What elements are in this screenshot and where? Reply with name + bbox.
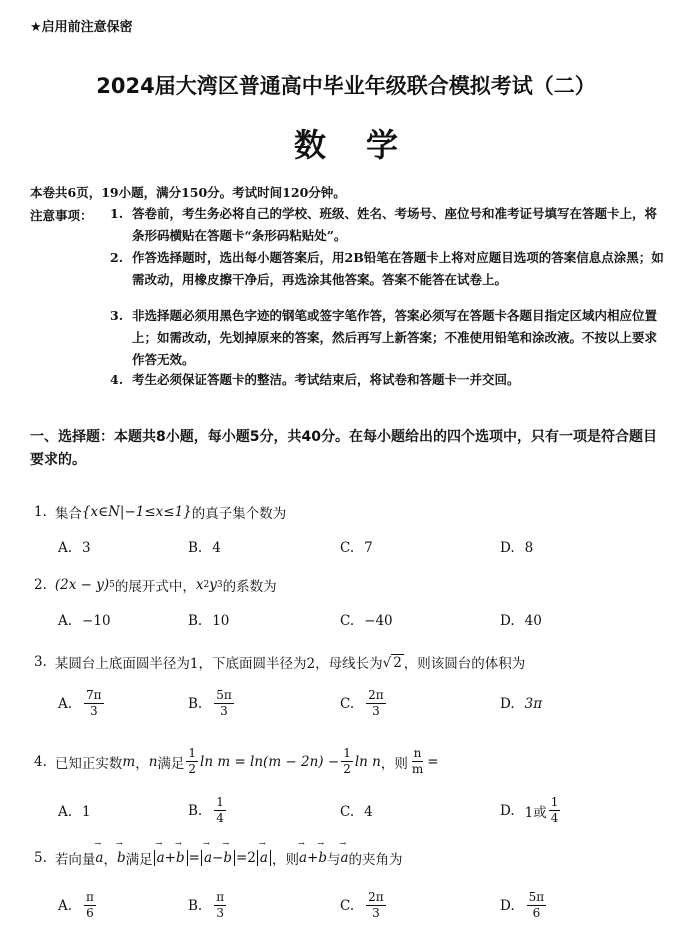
vector-a: → a [95,850,103,866]
notes-label: 注意事项： [30,208,93,223]
exam-title: 2024届大湾区普通高中毕业年级联合模拟考试（二） [96,74,596,98]
numerator: π [216,890,225,904]
option-value: −40 [364,613,393,629]
q5-option-b [188,890,228,921]
fraction [366,688,386,719]
magnitude-difference [201,850,235,866]
separator: ， [135,755,149,772]
option-label: C. [340,897,355,914]
note-text: 考生必须保证答题卡的整洁。考试结束后，将试卷和答题卡一并交回。 [132,372,520,387]
question-5 [34,848,664,868]
set-expression: {x∈N|−1≤x≤1} [81,504,192,520]
question-text: 若向量 [54,852,96,868]
fraction [527,890,547,921]
question-number: 3. [34,654,47,670]
denominator: 4 [550,811,559,825]
term-variable: y [209,577,217,593]
numerator: 1 [188,746,197,760]
numerator: 5π [216,688,232,702]
plus-sign: + [307,850,319,866]
question-number: 4. [34,753,47,770]
question-text: 的真子集个数为 [191,506,287,522]
option-label: A. [58,613,73,629]
option-value: 4 [364,804,373,820]
denominator: 3 [89,704,98,718]
note-text: 非选择题必须用黑色字迹的钢笔或签字笔作答，答案必须写在答题卡各题目指定区域内相应位置上；如需改动，先划掉原来的答案，然后再写上新答案；不准使用铅笔和涂改液。不按以上要求作答无效。 [132,308,658,367]
subject-title: 数学 [293,126,438,164]
numerator: 5π [528,890,545,904]
option-label: B. [188,802,203,819]
question-text: ，则该圆台的体积为 [403,656,526,672]
option-label: A. [58,695,73,712]
option-label: B. [188,695,203,712]
denominator: 4 [216,811,224,825]
option-label: C. [340,804,355,820]
q4-option-a [58,804,91,820]
magnitude-sum [154,850,188,866]
plus-sign: + [164,850,176,866]
fraction [214,688,234,719]
q2-option-d [500,613,542,629]
binomial-expression: (2x − y) [54,577,110,593]
note-text: 答卷前，考生务必将自己的学校、班级、姓名、考场号、座位号和准考证号填写在答题卡上，将条形码横贴在答题卡“条形码粘贴处”。 [132,206,658,243]
option-value: 1或 [524,804,547,821]
option-label: A. [58,540,73,556]
q1-option-a [58,540,91,556]
note-item-1 [110,203,666,247]
option-value: 8 [524,540,534,556]
option-label: B. [188,540,203,556]
denominator: 6 [532,906,541,920]
vector-b: → b [223,850,232,866]
question-text: 的夹角为 [348,852,403,868]
question-number: 1. [34,504,47,520]
q3-option-a [58,688,106,719]
option-label: C. [340,695,355,712]
option-value: 3π [524,696,543,712]
q2-option-c [340,613,393,629]
option-label: D. [500,540,515,556]
vector-a: → a [340,850,348,866]
equals-sign: = [427,753,439,770]
note-number: 2. [110,250,124,265]
question-text: 满足 [125,852,153,868]
question-1 [34,502,664,522]
option-label: D. [500,696,515,712]
exam-summary: 本卷共6页，19小题，满分150分。考试时间120分钟。 [30,185,346,200]
minus-sign: − [212,850,224,866]
question-text: 的系数为 [222,579,277,595]
equation-part: ln n [354,753,381,770]
q4-option-c [340,804,373,820]
section-heading: 一、选择题：本题共8小题，每小题5分，共40分。在每小题给出的四个选项中，只有一项是符合题目要求的。 [30,429,657,468]
option-value: 7 [364,540,373,556]
fraction [549,795,561,826]
vector-b: → b [176,850,185,866]
radicand: 2 [393,654,402,671]
q1-option-d [500,540,533,556]
note-number: 3. [110,308,124,323]
vector-a: → a [204,850,212,866]
note-item-2 [110,247,666,291]
numerator: 2π [368,688,384,702]
vector-a: → a [299,850,307,866]
exponent: 5 [109,580,115,590]
denominator: m [411,762,424,776]
fraction [410,746,425,777]
note-item-4 [110,369,666,391]
option-value: −10 [82,613,111,629]
denominator: 3 [220,704,228,718]
q3-option-b [188,688,236,719]
numerator: 2π [368,890,384,904]
term-variable: x [195,577,204,593]
fraction [366,890,386,921]
numerator: n [413,746,422,760]
fraction [214,890,226,921]
question-text: 集合 [54,506,82,522]
variable: n [148,753,158,770]
question-2 [34,575,664,595]
fraction [341,746,353,777]
note-text: 作答选择题时，选出每小题答案后，用2B铅笔在答题卡上将对应题目选项的答案信息点涂黑；如需改动，用橡皮擦干净后，再选涂其他答案。答案不能答在试卷上。 [132,250,664,287]
q5-option-d [500,890,548,921]
fraction [84,688,104,719]
sqrt-expression [383,654,404,671]
denominator: 6 [86,906,94,920]
q5-option-a [58,890,98,921]
fraction [214,795,226,826]
question-3 [34,652,664,672]
q2-option-b [188,613,229,629]
question-text: 与 [326,852,341,868]
question-text: ，则 [380,755,408,772]
denominator: 3 [372,704,380,718]
option-label: D. [500,802,515,819]
option-value: 40 [524,613,542,629]
vector-a: → a [157,850,165,866]
numerator: 7π [86,688,102,702]
option-value: 1 [82,804,91,820]
option-label: A. [58,804,73,820]
question-text: 的展开式中， [114,579,196,595]
magnitude-a [257,850,271,866]
option-label: B. [188,897,203,914]
note-number: 1. [110,206,124,221]
question-number: 2. [34,577,47,593]
option-value: 3 [82,540,91,556]
vector-b: → b [318,850,327,866]
q1-option-b [188,540,221,556]
option-value: 4 [212,540,221,556]
question-text: ，则 [271,852,299,868]
note-item-3 [110,305,666,371]
fraction [84,890,96,921]
question-text: 已知正实数 [54,755,123,772]
numerator: 1 [216,795,224,809]
denominator: 3 [372,906,380,920]
denominator: 2 [188,762,197,776]
option-label: B. [188,613,203,629]
separator: ， [103,852,117,868]
equals-sign: = [235,850,248,866]
q4-option-d [500,795,562,826]
vector-b: → b [117,850,126,866]
option-label: A. [58,897,73,914]
exponent: 3 [216,580,223,590]
option-label: C. [340,540,355,556]
denominator: 2 [343,762,351,776]
equation-part: ln m = ln(m − 2n) − [200,753,340,770]
exponent: 2 [203,580,210,590]
confidential-notice: ★启用前注意保密 [30,20,133,35]
option-label: D. [500,897,515,914]
q1-option-c [340,540,373,556]
option-value: 10 [212,613,230,629]
coefficient: 2 [247,850,256,866]
q4-option-b [188,795,228,826]
question-4 [34,746,664,777]
option-label: D. [500,613,515,629]
numerator: 1 [550,795,559,809]
numerator: 1 [343,746,351,760]
fraction [186,746,198,777]
denominator: 3 [216,906,224,920]
variable: m [122,753,136,770]
note-number: 4. [110,372,124,387]
q3-option-c [340,688,388,719]
numerator: π [86,890,94,904]
option-label: C. [340,613,355,629]
question-number: 5. [34,850,47,866]
radical-sign: √ [382,654,392,671]
q2-option-a [58,613,111,629]
vector-a: → a [260,850,268,866]
equals-sign: = [188,850,200,866]
question-text: 某圆台上底面圆半径为1，下底面圆半径为2，母线长为 [54,656,383,672]
q3-option-d [500,696,542,712]
question-text: 满足 [157,755,185,772]
q5-option-c [340,890,388,921]
